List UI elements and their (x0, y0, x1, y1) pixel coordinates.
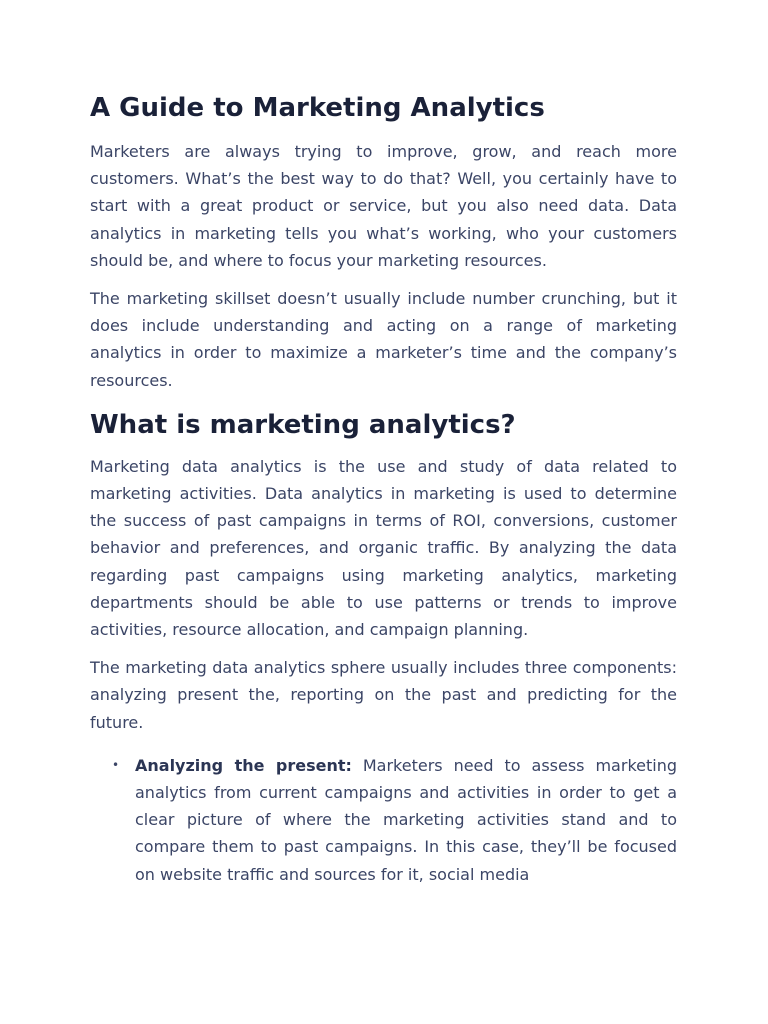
list-item-lead: Analyzing the present: (135, 755, 352, 775)
section-heading: What is marketing analytics? (90, 409, 516, 440)
section-paragraph-1: Marketing data analytics is the use and study of data related to marketing activities. Data analytics in marketing is used to determine the success of past campaigns in terms of ROI, conversions, customer behavior and preferences, and organic traffic. By analyzing the data regarding past campaigns using marketing analytics, marketing departments should be able to use patterns or trends to improve activities, resource allocation, and campaign planning. (90, 456, 677, 640)
document-title: A Guide to Marketing Analytics (90, 93, 545, 123)
intro-paragraph-2: The marketing skillset doesn’t usually include number crunching, but it does include understanding and acting on a range of marketing analytics in order to maximize a marketer’s time and the company’s resources. (90, 289, 677, 390)
components-list (90, 752, 677, 888)
document-page (90, 88, 677, 888)
section-paragraph-2: The marketing data analytics sphere usually includes three components: analyzing present the, reporting on the past and predicting for the future. (90, 658, 677, 732)
list-item-text: Marketers need to assess marketing analytics from current campaigns and activities in order to get a clear picture of where the marketing activities stand and to compare them to past campaigns. In this case, they’ll be focused on website traffic and sources for it, social media (135, 755, 677, 884)
list-item (112, 752, 677, 888)
intro-paragraph-1: Marketers are always trying to improve, grow, and reach more customers. What’s the best way to do that? Well, you certainly have to start with a great product or service, but you also need data. Data analytics in marketing tells you what’s working, who your customers should be, and where to focus your marketing resources. (90, 142, 677, 270)
bullet-icon: • (112, 757, 120, 772)
